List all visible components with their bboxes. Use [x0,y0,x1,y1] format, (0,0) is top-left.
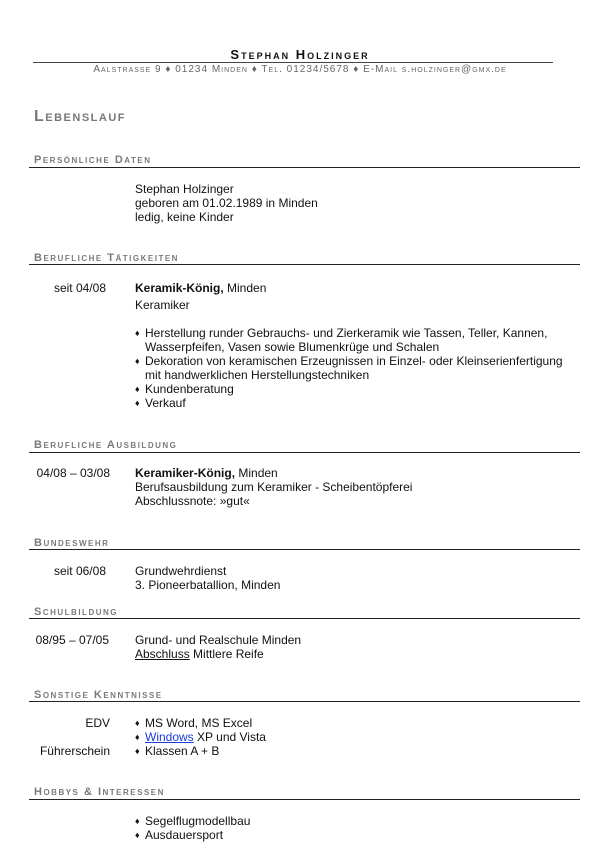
hobbies-entry [135,814,575,842]
personal-status: ledig, keine Kinder [135,210,234,224]
section-heading-military: Bundeswehr [34,537,110,549]
section-divider [29,618,580,619]
diamond-bullet-icon: ♦ [135,328,140,338]
job-date: seit 04/08 [53,281,106,295]
hobbies-list [135,814,575,842]
training-description: Berufsausbildung zum Keramiker - Scheibentöpferei [135,480,413,494]
list-item: ♦ Ausdauersport [135,828,224,842]
section-heading-skills: Sonstige Kenntnisse [34,689,163,701]
training-employer: Keramiker-König, [135,466,236,480]
school-date: 08/95 – 07/05 [35,633,109,647]
windows-link[interactable]: Windows [145,730,194,744]
military-unit: 3. Pioneerbatallion, Minden [135,578,281,592]
section-heading-hobbies: Hobbys & Interessen [34,786,165,798]
section-divider [29,264,580,265]
military-date: seit 06/08 [53,564,106,578]
training-employer-line [135,466,575,480]
job-duties-list [135,326,575,410]
section-divider [29,799,580,800]
document-title: Lebenslauf [34,108,126,125]
school-degree-label: Abschluss [135,647,190,661]
header-divider [33,62,553,63]
skills-label-edv: EDV [85,716,110,730]
section-heading-personal: Persönliche Daten [34,154,152,166]
personal-name: Stephan Holzinger [135,182,234,196]
job-employer: Keramik-König, [135,281,224,295]
list-item: ♦ Windows XP und Vista [135,730,266,744]
list-item: ♦ Segelflugmodellbau [135,814,251,828]
training-date: 04/08 – 03/08 [36,466,110,480]
list-item: ♦ MS Word, MS Excel [135,716,253,730]
training-entry [135,466,575,508]
list-item: ♦ Herstellung runder Gebrauchs- und Zierkeramik wie Tassen, Teller, Kannen, Wasserpfeifen, Vasen sowie Blumenkrüge und Schalen [135,326,548,354]
diamond-bullet-icon: ♦ [135,356,140,366]
training-location: Minden [235,466,278,480]
diamond-bullet-icon: ♦ [135,830,140,840]
personal-birth: geboren am 01.02.1989 in Minden [135,196,318,210]
applicant-name: Stephan Holzinger [230,47,370,62]
section-heading-jobs: Berufliche Tätigkeiten [34,252,179,264]
section-divider [29,701,580,702]
school-name: Grund- und Realschule Minden [135,633,302,647]
skills-label-license: Führerschein [39,744,110,758]
job-entry [135,281,575,410]
list-item: ♦ Klassen A + B [135,744,220,758]
school-degree-line [135,647,575,661]
job-role: Keramiker [135,298,190,312]
diamond-bullet-icon: ♦ [135,732,140,742]
school-degree: Mittlere Reife [189,647,264,661]
section-divider [29,452,580,453]
list-item: ♦ Kundenberatung [135,382,234,396]
military-entry [135,564,575,592]
section-heading-training: Berufliche Ausbildung [34,439,178,451]
school-entry [135,633,575,661]
diamond-bullet-icon: ♦ [135,384,140,394]
diamond-bullet-icon: ♦ [135,746,140,756]
list-item: ♦ Dekoration von keramischen Erzeugnissen in Einzel- oder Kleinserienfertigung mit handwerklichen Herstellungstechniken [135,354,563,382]
list-item: ♦ Verkauf [135,396,186,410]
contact-address: Aalstrasse 9 ♦ 01234 Minden ♦ Tel. 01234/5678 ♦ E-Mail s.holzinger@gmx.de [93,64,507,75]
military-service: Grundwehrdienst [135,564,227,578]
diamond-bullet-icon: ♦ [135,816,140,826]
diamond-bullet-icon: ♦ [135,718,140,728]
section-divider [29,167,580,168]
job-location: Minden [223,281,267,295]
section-heading-school: Schulbildung [34,606,118,618]
training-grade: Abschlussnote: »gut« [135,494,250,508]
diamond-bullet-icon: ♦ [135,398,140,408]
personal-data-block [135,182,575,224]
section-divider [29,549,580,550]
job-employer-line [135,281,575,295]
skills-entry [135,716,575,758]
skills-list [135,716,575,758]
